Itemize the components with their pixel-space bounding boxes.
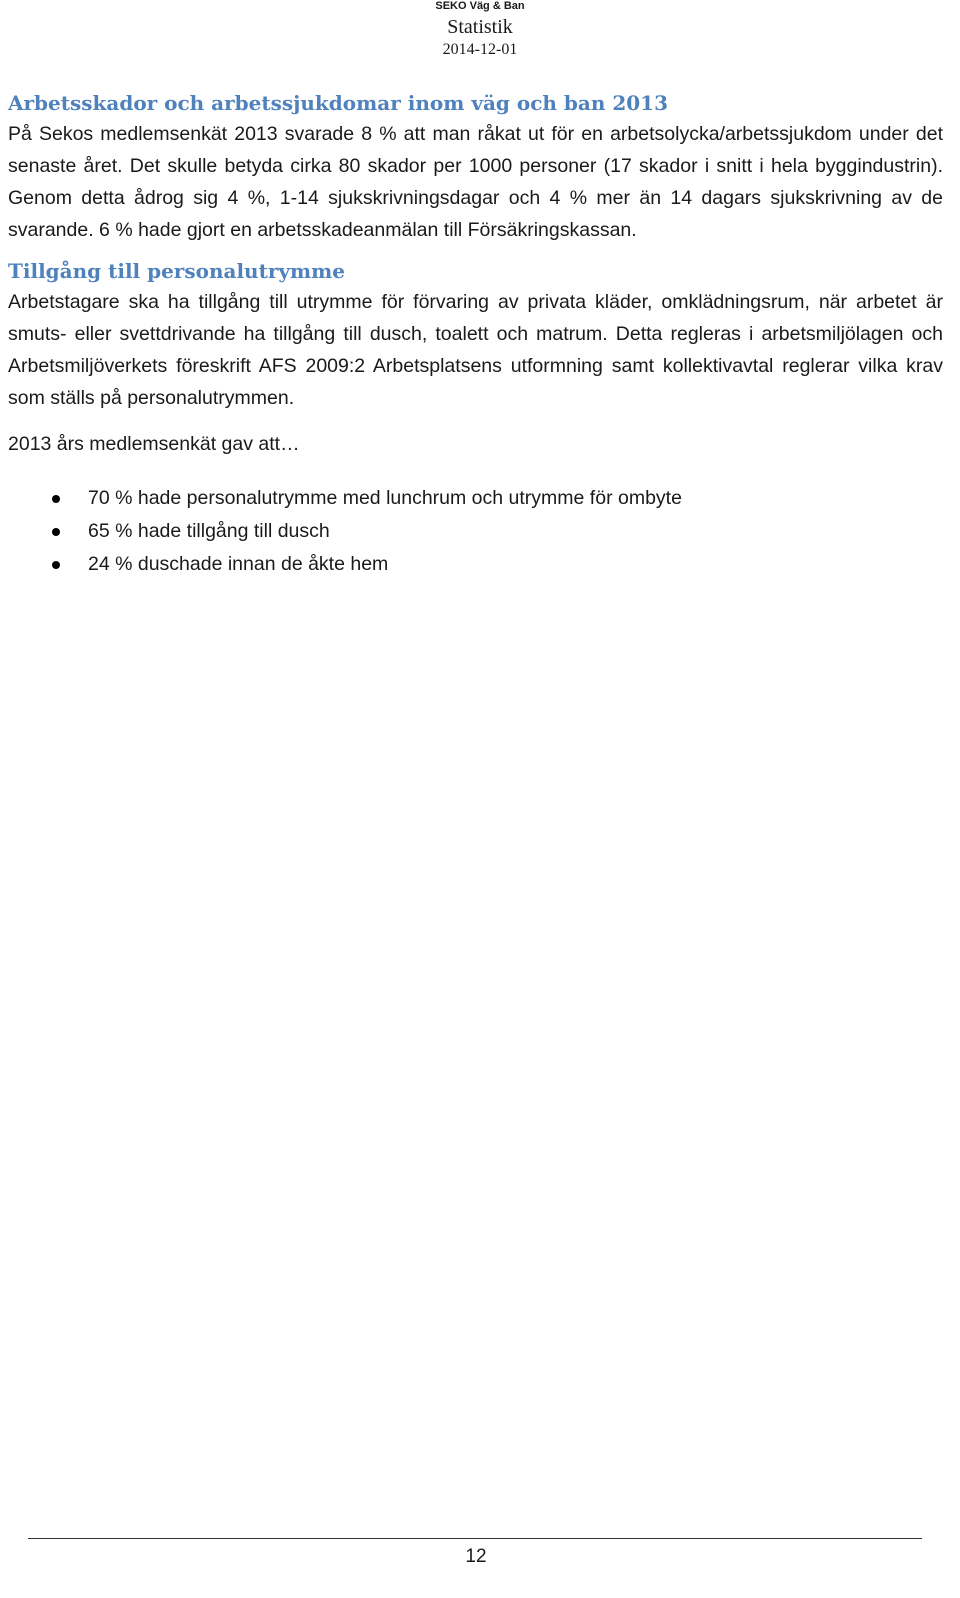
list-item-text: 24 % duschade innan de åkte hem — [88, 553, 389, 575]
section-paragraph-work-injuries: På Sekos medlemsenkät 2013 svarade 8 % att man råkat ut för en arbetsolycka/arbetssjukdom under det senaste året. Det skulle betyda cirka 80 skador per 1000 personer (17 skador i snitt i hela byggindustrin). Genom detta ådrog sig 4 %, 1-14 sjukskrivningsdagar och 4 % mer än 14 dagars sjukskrivning av de svarande. 6 % hade gjort en arbetsskadeanmälan till Försäkringskassan. — [8, 123, 943, 241]
footer-divider — [28, 1538, 922, 1539]
list-item-text: 65 % hade tillgång till dusch — [88, 520, 330, 542]
section-paragraph-staff-facilities: Arbetstagare ska ha tillgång till utrymme för förvaring av privata kläder, omklädningsrum, när arbetet är smuts- eller svettdrivande ha tillgång till dusch, toalett och matrum. Detta regleras i arbetsmiljölagen och Arbetsmiljöverkets föreskrift AFS 2009:2 Arbetsplatsens utformning samt kollektivavtal reglerar vilka krav som ställs på personalutrymmen. — [8, 291, 943, 409]
survey-intro: 2013 års medlemsenkät gav att… — [8, 433, 300, 455]
list-item — [8, 515, 943, 548]
survey-results-list — [8, 482, 943, 581]
page-number: 12 — [465, 1546, 487, 1567]
header-title: Statistik — [447, 16, 513, 38]
list-item — [8, 482, 943, 515]
header-organization: SEKO Väg & Ban — [435, 0, 525, 12]
document-body — [8, 88, 943, 581]
page-header — [0, 0, 960, 60]
list-item-text: 70 % hade personalutrymme med lunchrum och utrymme för ombyte — [88, 487, 682, 509]
bullet-icon — [52, 528, 60, 536]
bullet-icon — [52, 495, 60, 503]
bullet-icon — [52, 561, 60, 569]
header-date: 2014-12-01 — [442, 41, 518, 58]
list-item — [8, 548, 943, 581]
section-heading-staff-facilities: Tillgång till personalutrymme — [8, 259, 346, 283]
section-heading-work-injuries: Arbetsskador och arbetssjukdomar inom väg och ban 2013 — [8, 91, 668, 115]
